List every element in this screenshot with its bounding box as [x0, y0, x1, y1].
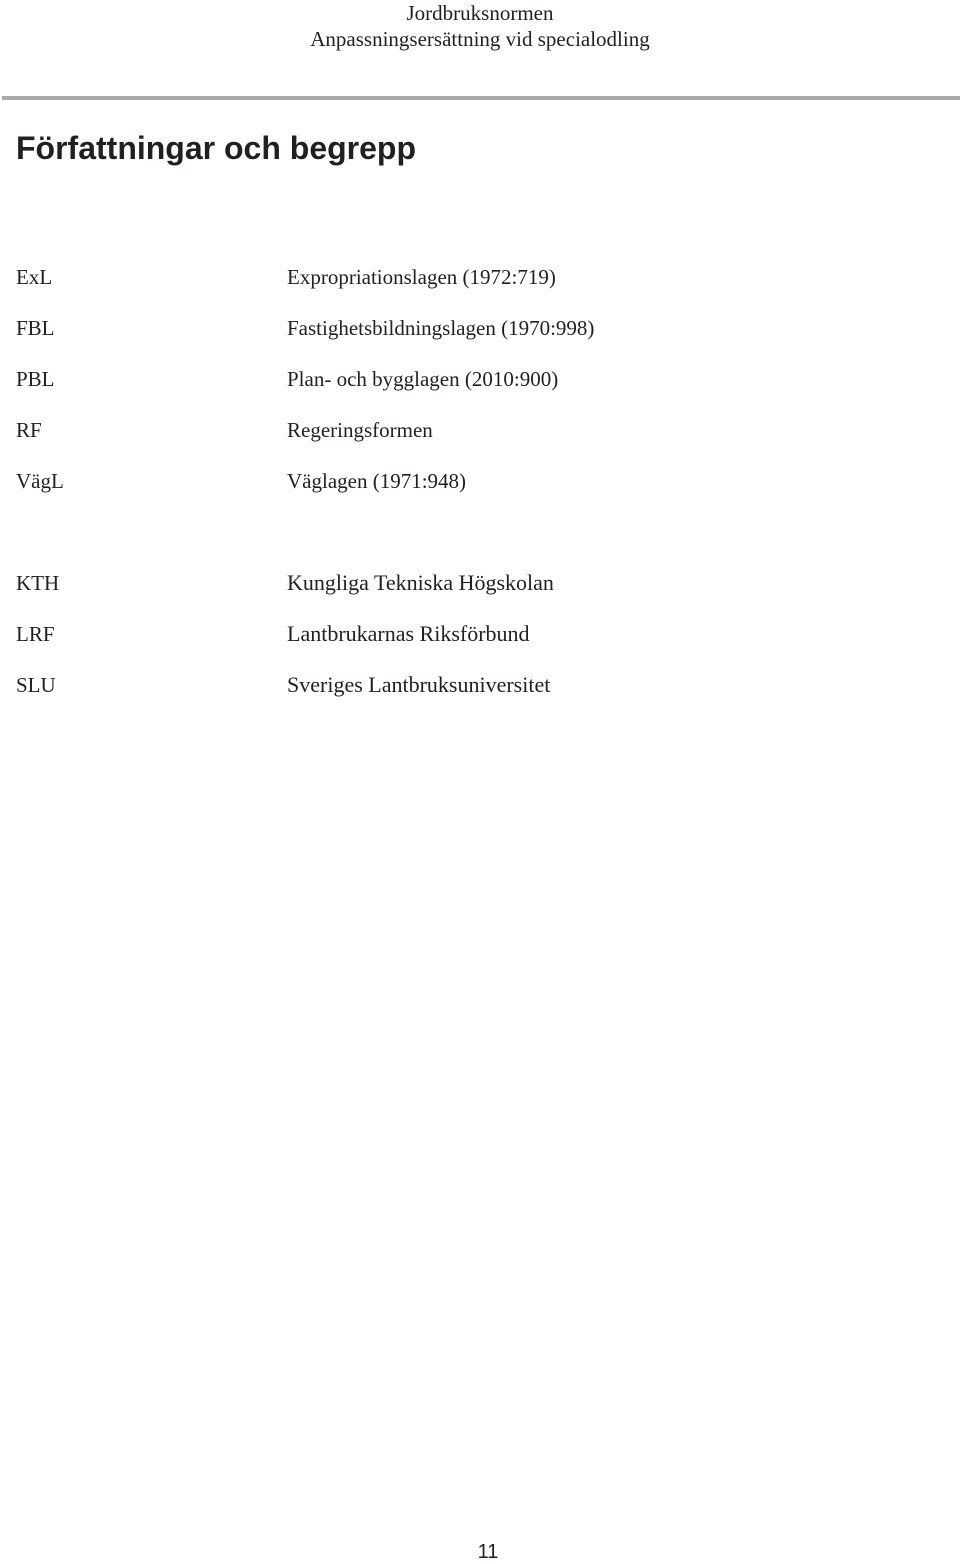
abbreviation-term: ExL: [16, 265, 53, 289]
header-title: Jordbruksnormen: [406, 1, 554, 25]
abbreviation-term: VägL: [16, 469, 64, 493]
abbreviation-row: [16, 619, 916, 670]
abbreviation-term: SLU: [16, 673, 56, 697]
organizations-abbreviation-list: [16, 568, 916, 721]
abbreviation-row: [16, 466, 916, 517]
section-heading: Författningar och begrepp: [16, 130, 416, 166]
abbreviation-description: Fastighetsbildningslagen (1970:998): [287, 316, 595, 340]
header-subtitle: Anpassningsersättning vid specialodling: [310, 27, 650, 51]
abbreviation-term: RF: [16, 418, 42, 442]
abbreviation-term: KTH: [16, 571, 60, 595]
abbreviation-description: Kungliga Tekniska Högskolan: [287, 570, 554, 595]
abbreviation-term: PBL: [16, 367, 55, 391]
abbreviation-term: FBL: [16, 316, 55, 340]
abbreviation-description: Expropriationslagen (1972:719): [287, 265, 556, 289]
page-number: 11: [477, 1541, 499, 1563]
abbreviation-row: [16, 568, 916, 619]
abbreviation-description: Regeringsformen: [287, 418, 433, 442]
abbreviation-description: Plan- och bygglagen (2010:900): [287, 367, 559, 391]
abbreviation-row: [16, 670, 916, 721]
running-header: [0, 0, 960, 52]
abbreviation-row: [16, 415, 916, 466]
abbreviation-row: [16, 313, 916, 364]
abbreviation-row: [16, 364, 916, 415]
laws-abbreviation-list: [16, 262, 916, 517]
abbreviation-row: [16, 262, 916, 313]
abbreviation-description: Väglagen (1971:948): [287, 469, 467, 493]
header-divider: [2, 96, 960, 100]
abbreviation-description: Lantbrukarnas Riksförbund: [287, 621, 530, 646]
abbreviation-term: LRF: [16, 622, 55, 646]
abbreviation-description: Sveriges Lantbruksuniversitet: [287, 672, 551, 697]
